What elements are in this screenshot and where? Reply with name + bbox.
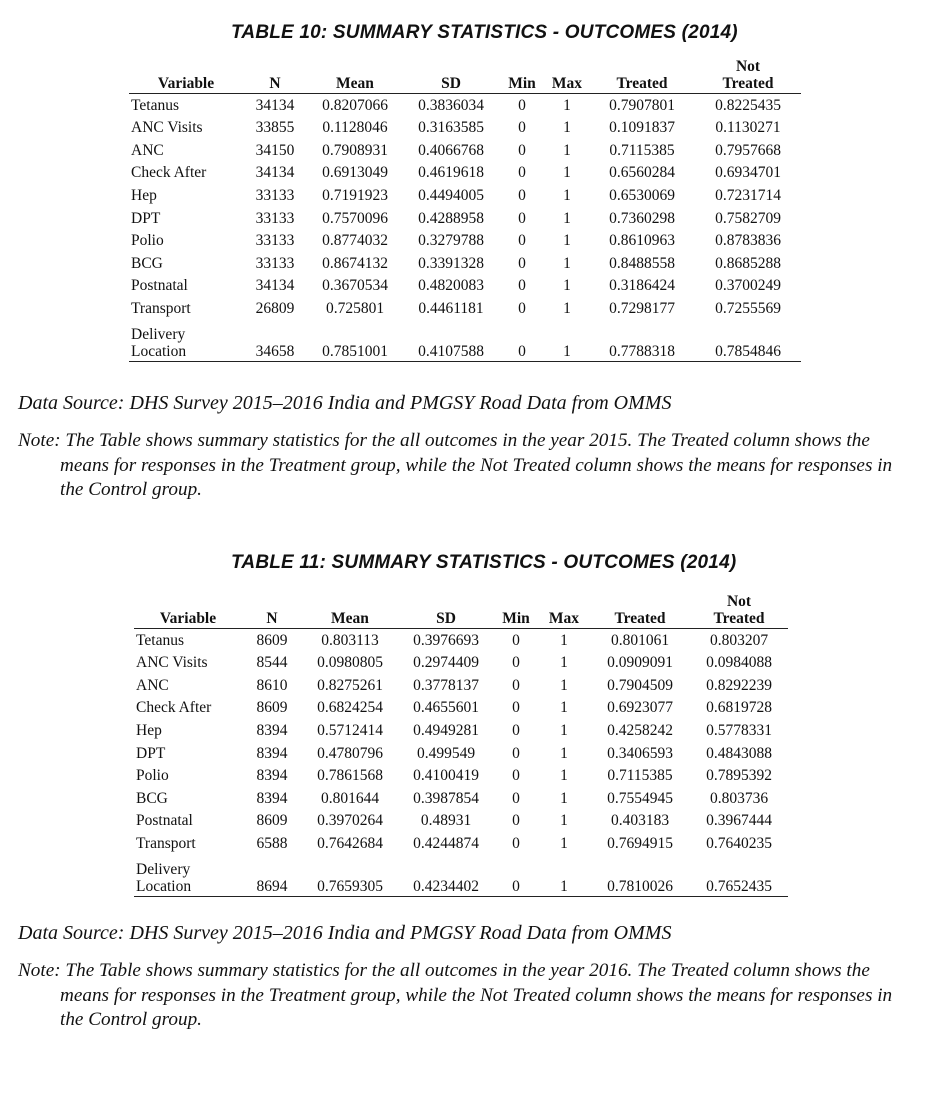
cell-min: 0 bbox=[518, 96, 526, 114]
cell-sd: 0.4234402 bbox=[398, 855, 494, 897]
cell-treated: 0.6923077 bbox=[607, 699, 673, 717]
cell-max: 1 bbox=[560, 834, 568, 852]
cell-max: 1 bbox=[560, 767, 568, 785]
cell-mean: 0.7659305 bbox=[302, 855, 398, 897]
cell-not-treated: 0.8685288 bbox=[715, 254, 781, 272]
cell-not-treated: 0.803207 bbox=[709, 631, 769, 649]
cell-mean: 0.0980805 bbox=[317, 654, 383, 672]
table-row bbox=[134, 810, 788, 833]
table-row bbox=[129, 252, 801, 275]
cell-n: 6588 bbox=[256, 834, 288, 852]
cell-n: 8394 bbox=[256, 721, 288, 739]
table-row bbox=[134, 697, 788, 720]
cell-min: 0 bbox=[518, 254, 526, 272]
cell-variable: Tetanus bbox=[136, 631, 184, 649]
cell-variable: Check After bbox=[131, 164, 207, 182]
cell-treated: 0.6560284 bbox=[609, 164, 675, 182]
table-row bbox=[129, 230, 801, 253]
cell-n: 8394 bbox=[256, 789, 288, 807]
table-row bbox=[134, 765, 788, 788]
cell-variable: Transport bbox=[131, 299, 191, 317]
cell-min: 0 bbox=[512, 676, 520, 694]
cell-n: 26809 bbox=[255, 299, 295, 317]
cell-not-treated: 0.3967444 bbox=[706, 812, 772, 830]
cell-treated: 0.7907801 bbox=[609, 96, 675, 114]
cell-mean: 0.8275261 bbox=[317, 676, 383, 694]
cell-variable: Delivery Location bbox=[129, 320, 243, 362]
cell-mean: 0.8774032 bbox=[322, 232, 388, 250]
cell-n: 34134 bbox=[255, 96, 295, 114]
table-10-header-row bbox=[129, 58, 801, 94]
cell-variable: Polio bbox=[131, 232, 164, 250]
header-min: Min bbox=[494, 593, 538, 629]
cell-not-treated: 0.0984088 bbox=[706, 654, 772, 672]
cell-n: 33855 bbox=[255, 119, 295, 137]
cell-not-treated: 0.6934701 bbox=[715, 164, 781, 182]
cell-sd: 0.3279788 bbox=[418, 232, 484, 250]
cell-not-treated: 0.8783836 bbox=[715, 232, 781, 250]
cell-treated: 0.7694915 bbox=[607, 834, 673, 852]
cell-mean: 0.5712414 bbox=[317, 721, 383, 739]
cell-not-treated: 0.6819728 bbox=[706, 699, 772, 717]
cell-max: 1 bbox=[563, 141, 571, 159]
cell-n: 34134 bbox=[255, 164, 295, 182]
cell-n: 8609 bbox=[256, 631, 288, 649]
cell-mean: 0.801644 bbox=[320, 789, 380, 807]
table-row bbox=[134, 652, 788, 675]
cell-treated: 0.7788318 bbox=[589, 320, 695, 362]
cell-mean: 0.8674132 bbox=[322, 254, 388, 272]
table-11-title: TABLE 11: SUMMARY STATISTICS - OUTCOMES (2014) bbox=[231, 552, 737, 573]
cell-variable: Postnatal bbox=[136, 812, 193, 830]
cell-not-treated: 0.8225435 bbox=[715, 96, 781, 114]
table-row bbox=[134, 742, 788, 765]
cell-treated: 0.7115385 bbox=[607, 767, 673, 785]
cell-n: 8544 bbox=[256, 654, 288, 672]
cell-mean: 0.7851001 bbox=[307, 320, 403, 362]
cell-variable: BCG bbox=[131, 254, 163, 272]
cell-min: 0 bbox=[512, 744, 520, 762]
cell-mean: 0.7191923 bbox=[322, 186, 388, 204]
table-11-body bbox=[134, 629, 788, 897]
table-10-data-source: Data Source: DHS Survey 2015–2016 India and PMGSY Road Data from OMMS bbox=[18, 392, 672, 414]
cell-not-treated: 0.1130271 bbox=[715, 119, 781, 137]
cell-sd: 0.3778137 bbox=[413, 676, 479, 694]
cell-treated: 0.3406593 bbox=[607, 744, 673, 762]
cell-n: 8610 bbox=[256, 676, 288, 694]
cell-not-treated: 0.5778331 bbox=[706, 721, 772, 739]
cell-mean: 0.7908931 bbox=[322, 141, 388, 159]
cell-variable: Check After bbox=[136, 699, 212, 717]
cell-mean: 0.6824254 bbox=[317, 699, 383, 717]
cell-n: 8394 bbox=[256, 744, 288, 762]
cell-variable: Transport bbox=[136, 834, 196, 852]
header-not-treated-line2: Treated bbox=[713, 610, 765, 627]
cell-max: 1 bbox=[563, 254, 571, 272]
cell-min: 0 bbox=[512, 789, 520, 807]
cell-sd: 0.4655601 bbox=[413, 699, 479, 717]
header-sd: SD bbox=[398, 593, 494, 629]
cell-min: 0 bbox=[512, 654, 520, 672]
cell-variable: Postnatal bbox=[131, 277, 188, 295]
cell-n: 33133 bbox=[255, 209, 295, 227]
cell-variable: Hep bbox=[136, 721, 162, 739]
header-treated: Treated bbox=[589, 58, 695, 94]
cell-max: 1 bbox=[545, 320, 589, 362]
cell-treated: 0.4258242 bbox=[607, 721, 673, 739]
table-row bbox=[129, 162, 801, 185]
header-not-treated-line1: Not bbox=[735, 58, 761, 75]
table-11-data-source: Data Source: DHS Survey 2015–2016 India and PMGSY Road Data from OMMS bbox=[18, 922, 672, 944]
cell-mean: 0.3970264 bbox=[317, 812, 383, 830]
table-10 bbox=[129, 58, 801, 362]
cell-sd: 0.4949281 bbox=[413, 721, 479, 739]
header-mean: Mean bbox=[302, 593, 398, 629]
cell-treated: 0.7298177 bbox=[609, 299, 675, 317]
cell-max: 1 bbox=[563, 232, 571, 250]
cell-min: 0 bbox=[518, 232, 526, 250]
cell-min: 0 bbox=[512, 631, 520, 649]
cell-min: 0 bbox=[512, 834, 520, 852]
cell-sd: 0.3987854 bbox=[413, 789, 479, 807]
cell-not-treated: 0.7231714 bbox=[715, 186, 781, 204]
cell-mean: 0.3670534 bbox=[322, 277, 388, 295]
table-11-header-row bbox=[134, 593, 788, 629]
cell-not-treated: 0.3700249 bbox=[715, 277, 781, 295]
cell-treated: 0.1091837 bbox=[609, 119, 675, 137]
cell-max: 1 bbox=[563, 96, 571, 114]
cell-n: 34658 bbox=[243, 320, 307, 362]
table-10-note: Note: The Table shows summary statistics for the all outcomes in the year 2015. The Treated column shows the means for responses in the Treatment group, while the Not Treated column shows the means for responses in the Control group. bbox=[18, 430, 893, 500]
cell-min: 0 bbox=[499, 320, 545, 362]
cell-max: 1 bbox=[563, 277, 571, 295]
cell-not-treated: 0.7652435 bbox=[690, 855, 788, 897]
cell-max: 1 bbox=[560, 721, 568, 739]
header-min: Min bbox=[499, 58, 545, 94]
cell-sd: 0.4461181 bbox=[418, 299, 484, 317]
cell-treated: 0.8610963 bbox=[609, 232, 675, 250]
cell-variable: Tetanus bbox=[131, 96, 179, 114]
cell-sd: 0.3976693 bbox=[413, 631, 479, 649]
cell-sd: 0.4107588 bbox=[403, 320, 499, 362]
cell-not-treated: 0.7957668 bbox=[715, 141, 781, 159]
cell-sd: 0.4100419 bbox=[413, 767, 479, 785]
cell-min: 0 bbox=[518, 164, 526, 182]
table-row bbox=[129, 184, 801, 207]
cell-mean: 0.8207066 bbox=[322, 96, 388, 114]
cell-min: 0 bbox=[518, 209, 526, 227]
cell-max: 1 bbox=[560, 676, 568, 694]
cell-max: 1 bbox=[560, 654, 568, 672]
cell-sd: 0.3163585 bbox=[418, 119, 484, 137]
cell-n: 8694 bbox=[242, 855, 302, 897]
cell-n: 34150 bbox=[255, 141, 295, 159]
cell-max: 1 bbox=[560, 631, 568, 649]
cell-mean: 0.6913049 bbox=[322, 164, 388, 182]
cell-max: 1 bbox=[560, 744, 568, 762]
cell-max: 1 bbox=[563, 209, 571, 227]
cell-mean: 0.1128046 bbox=[322, 119, 388, 137]
cell-variable: ANC bbox=[131, 141, 164, 159]
cell-not-treated: 0.7582709 bbox=[715, 209, 781, 227]
cell-variable: DPT bbox=[136, 744, 166, 762]
table-row bbox=[134, 674, 788, 697]
table-row bbox=[134, 787, 788, 810]
cell-sd: 0.4244874 bbox=[413, 834, 479, 852]
table-10-title: TABLE 10: SUMMARY STATISTICS - OUTCOMES (2014) bbox=[231, 22, 738, 43]
table-row bbox=[129, 139, 801, 162]
cell-treated: 0.7554945 bbox=[607, 789, 673, 807]
cell-min: 0 bbox=[512, 812, 520, 830]
table-row bbox=[129, 297, 801, 320]
cell-variable: Hep bbox=[131, 186, 157, 204]
cell-sd: 0.3836034 bbox=[418, 96, 484, 114]
header-n: N bbox=[243, 58, 307, 94]
cell-min: 0 bbox=[518, 119, 526, 137]
cell-n: 33133 bbox=[255, 232, 295, 250]
cell-mean: 0.7570096 bbox=[322, 209, 388, 227]
cell-not-treated: 0.7255569 bbox=[715, 299, 781, 317]
cell-not-treated: 0.7640235 bbox=[706, 834, 772, 852]
cell-treated: 0.0909091 bbox=[607, 654, 673, 672]
cell-sd: 0.3391328 bbox=[418, 254, 484, 272]
table-10-body bbox=[129, 94, 801, 362]
cell-mean: 0.725801 bbox=[325, 299, 385, 317]
cell-max: 1 bbox=[538, 855, 590, 897]
cell-variable: Polio bbox=[136, 767, 169, 785]
cell-treated: 0.7904509 bbox=[607, 676, 673, 694]
header-not-treated bbox=[690, 593, 788, 629]
cell-max: 1 bbox=[563, 299, 571, 317]
table-row bbox=[129, 94, 801, 117]
cell-treated: 0.7810026 bbox=[590, 855, 690, 897]
cell-min: 0 bbox=[494, 855, 538, 897]
cell-treated: 0.3186424 bbox=[609, 277, 675, 295]
table-row bbox=[134, 719, 788, 742]
cell-not-treated: 0.4843088 bbox=[706, 744, 772, 762]
cell-n: 33133 bbox=[255, 186, 295, 204]
table-row bbox=[134, 832, 788, 855]
cell-treated: 0.6530069 bbox=[609, 186, 675, 204]
cell-n: 8394 bbox=[256, 767, 288, 785]
cell-min: 0 bbox=[518, 277, 526, 295]
cell-variable: DPT bbox=[131, 209, 161, 227]
cell-treated: 0.801061 bbox=[610, 631, 670, 649]
header-max: Max bbox=[545, 58, 589, 94]
table-row bbox=[134, 629, 788, 652]
cell-min: 0 bbox=[518, 299, 526, 317]
table-11 bbox=[134, 593, 788, 897]
header-not-treated-line1: Not bbox=[726, 593, 752, 610]
cell-treated: 0.403183 bbox=[610, 812, 670, 830]
cell-min: 0 bbox=[518, 186, 526, 204]
cell-sd: 0.48931 bbox=[420, 812, 472, 830]
header-not-treated-line2: Treated bbox=[722, 75, 774, 92]
cell-treated: 0.7360298 bbox=[609, 209, 675, 227]
cell-max: 1 bbox=[563, 186, 571, 204]
cell-variable: BCG bbox=[136, 789, 168, 807]
cell-max: 1 bbox=[563, 119, 571, 137]
header-variable: Variable bbox=[129, 58, 243, 94]
cell-variable: Delivery Location bbox=[134, 855, 242, 897]
cell-mean: 0.7861568 bbox=[317, 767, 383, 785]
cell-not-treated: 0.8292239 bbox=[706, 676, 772, 694]
cell-treated: 0.7115385 bbox=[609, 141, 675, 159]
cell-n: 8609 bbox=[256, 699, 288, 717]
cell-sd: 0.4288958 bbox=[418, 209, 484, 227]
cell-variable: ANC Visits bbox=[136, 654, 208, 672]
cell-max: 1 bbox=[560, 789, 568, 807]
cell-sd: 0.2974409 bbox=[413, 654, 479, 672]
table-row bbox=[129, 275, 801, 298]
header-max: Max bbox=[538, 593, 590, 629]
cell-mean: 0.7642684 bbox=[317, 834, 383, 852]
cell-not-treated: 0.7854846 bbox=[695, 320, 801, 362]
cell-not-treated: 0.7895392 bbox=[706, 767, 772, 785]
cell-sd: 0.4494005 bbox=[418, 186, 484, 204]
cell-not-treated: 0.803736 bbox=[709, 789, 769, 807]
cell-n: 34134 bbox=[255, 277, 295, 295]
table-row bbox=[134, 855, 788, 897]
header-treated: Treated bbox=[590, 593, 690, 629]
table-row bbox=[129, 207, 801, 230]
cell-max: 1 bbox=[563, 164, 571, 182]
cell-sd: 0.4820083 bbox=[418, 277, 484, 295]
table-11-note: Note: The Table shows summary statistics for the all outcomes in the year 2016. The Treated column shows the means for responses in the Treatment group, while the Not Treated column shows the means for responses in the Control group. bbox=[18, 960, 893, 1030]
cell-mean: 0.803113 bbox=[321, 631, 379, 649]
cell-sd: 0.4066768 bbox=[418, 141, 484, 159]
table-row bbox=[129, 117, 801, 140]
header-n: N bbox=[242, 593, 302, 629]
cell-n: 33133 bbox=[255, 254, 295, 272]
header-mean: Mean bbox=[307, 58, 403, 94]
cell-max: 1 bbox=[560, 699, 568, 717]
cell-min: 0 bbox=[512, 699, 520, 717]
cell-max: 1 bbox=[560, 812, 568, 830]
header-variable: Variable bbox=[134, 593, 242, 629]
cell-n: 8609 bbox=[256, 812, 288, 830]
table-row bbox=[129, 320, 801, 362]
cell-variable: ANC Visits bbox=[131, 119, 203, 137]
cell-mean: 0.4780796 bbox=[317, 744, 383, 762]
cell-variable: ANC bbox=[136, 676, 169, 694]
header-not-treated bbox=[695, 58, 801, 94]
cell-sd: 0.4619618 bbox=[418, 164, 484, 182]
cell-min: 0 bbox=[512, 767, 520, 785]
cell-treated: 0.8488558 bbox=[609, 254, 675, 272]
cell-sd: 0.499549 bbox=[416, 744, 476, 762]
cell-min: 0 bbox=[518, 141, 526, 159]
cell-min: 0 bbox=[512, 721, 520, 739]
header-sd: SD bbox=[403, 58, 499, 94]
